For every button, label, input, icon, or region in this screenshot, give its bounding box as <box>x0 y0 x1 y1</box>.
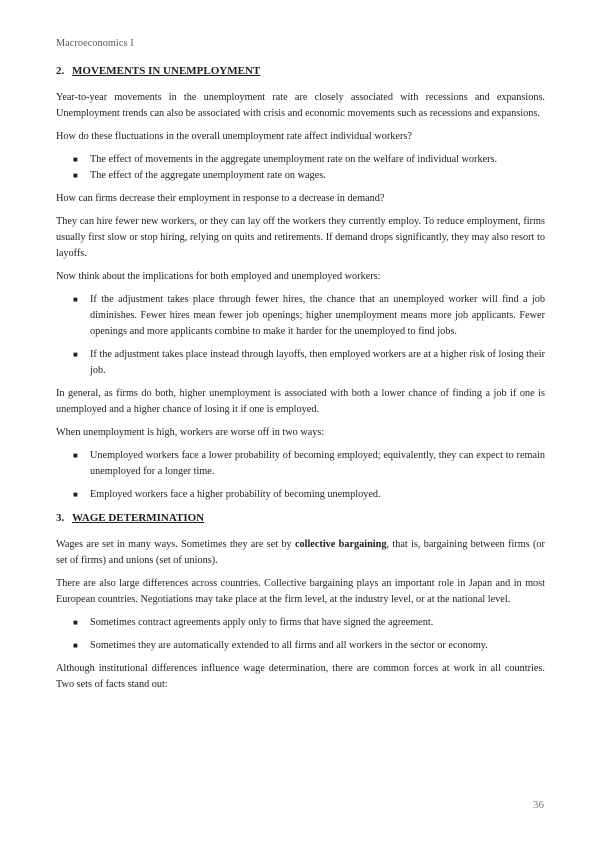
section-title: MOVEMENTS IN UNEMPLOYMENT <box>72 65 261 77</box>
list-item-text: Sometimes they are automatically extended to all firms and all workers in the sector or economy. <box>90 640 488 651</box>
paragraph: Year-to-year movements in the unemployment rate are closely associated with recessions and expansions. Unemployment trends can also be associated with crisis and economic movements such as recessions and expansions. <box>56 92 545 119</box>
paragraph: How do these fluctuations in the overall unemployment rate affect individual workers? <box>56 131 412 142</box>
list-item <box>56 615 545 631</box>
list-item-text: Employed workers face a higher probability of becoming unemployed. <box>90 489 381 500</box>
page-number: 36 <box>533 799 544 811</box>
bullet-icon: ■ <box>73 641 78 650</box>
section-heading-2 <box>56 63 545 79</box>
paragraph: Now think about the implications for both employed and unemployed workers: <box>56 271 381 282</box>
paragraph: Although institutional differences influence wage determination, there are common forces at work in all countries. Two sets of facts stand out: <box>56 663 545 690</box>
paragraph <box>56 537 545 569</box>
bullet-list <box>56 152 545 184</box>
text-run: Wages are set in many ways. Sometimes they are set by <box>56 539 295 550</box>
list-item <box>56 638 545 654</box>
paragraph: There are also large differences across countries. Collective bargaining plays an important role in Japan and in most European countries. Negotiations may take place at the firm level, at the industry level, or at the national level. <box>56 578 545 605</box>
bold-term: collective bargaining <box>294 539 387 550</box>
bullet-list <box>56 292 545 379</box>
list-item-text: If the adjustment takes place instead through layoffs, then employed workers are at a higher risk of losing their job. <box>90 349 545 376</box>
list-item-text: The effect of the aggregate unemployment rate on wages. <box>90 170 326 181</box>
bullet-list <box>56 448 545 503</box>
list-item <box>56 168 545 184</box>
bullet-icon: ■ <box>73 171 78 180</box>
paragraph: They can hire fewer new workers, or they can lay off the workers they currently employ. To reduce employment, firms usually first slow or stop hiring, relying on quits and retirements. If demand drops significantly, they may also resort to layoffs. <box>56 216 545 259</box>
list-item <box>56 487 545 503</box>
list-item <box>56 347 545 379</box>
bullet-icon: ■ <box>73 295 78 304</box>
list-item-text: If the adjustment takes place through fewer hires, the chance that an unemployed worker will find a job diminishes. Fewer hires mean fewer job openings; higher unemployment means more job applicants. Fewer openings and more applicants combine to make it harder for the unemployed to find jobs. <box>90 294 545 337</box>
running-header: Macroeconomics I <box>56 38 134 49</box>
list-item-text: The effect of movements in the aggregate unemployment rate on the welfare of individual workers. <box>90 154 498 165</box>
text-run: , that is, bargaining between firms (or set of firms) and unions (set of unions). <box>56 539 545 566</box>
paragraph: How can firms decrease their employment in response to a decrease in demand? <box>56 193 385 204</box>
bullet-icon: ■ <box>73 350 78 359</box>
page-body <box>56 63 545 700</box>
section-number: 2. <box>56 65 65 77</box>
section-heading-3 <box>56 510 545 526</box>
bullet-icon: ■ <box>73 490 78 499</box>
paragraph: When unemployment is high, workers are worse off in two ways: <box>56 427 325 438</box>
list-item-text: Unemployed workers face a lower probability of becoming employed; equivalently, they can expect to remain unemployed for a longer time. <box>90 450 545 477</box>
list-item <box>56 448 545 480</box>
list-item <box>56 152 545 168</box>
bullet-list <box>56 615 545 654</box>
list-item <box>56 292 545 340</box>
bullet-icon: ■ <box>73 155 78 164</box>
section-title: WAGE DETERMINATION <box>72 512 205 524</box>
bullet-icon: ■ <box>73 618 78 627</box>
section-number: 3. <box>56 512 65 524</box>
list-item-text: Sometimes contract agreements apply only to firms that have signed the agreement. <box>90 617 434 628</box>
paragraph: In general, as firms do both, higher unemployment is associated with both a lower chance of finding a job if one is unemployed and a higher chance of losing it if one is employed. <box>56 388 545 415</box>
bullet-icon: ■ <box>73 451 78 460</box>
